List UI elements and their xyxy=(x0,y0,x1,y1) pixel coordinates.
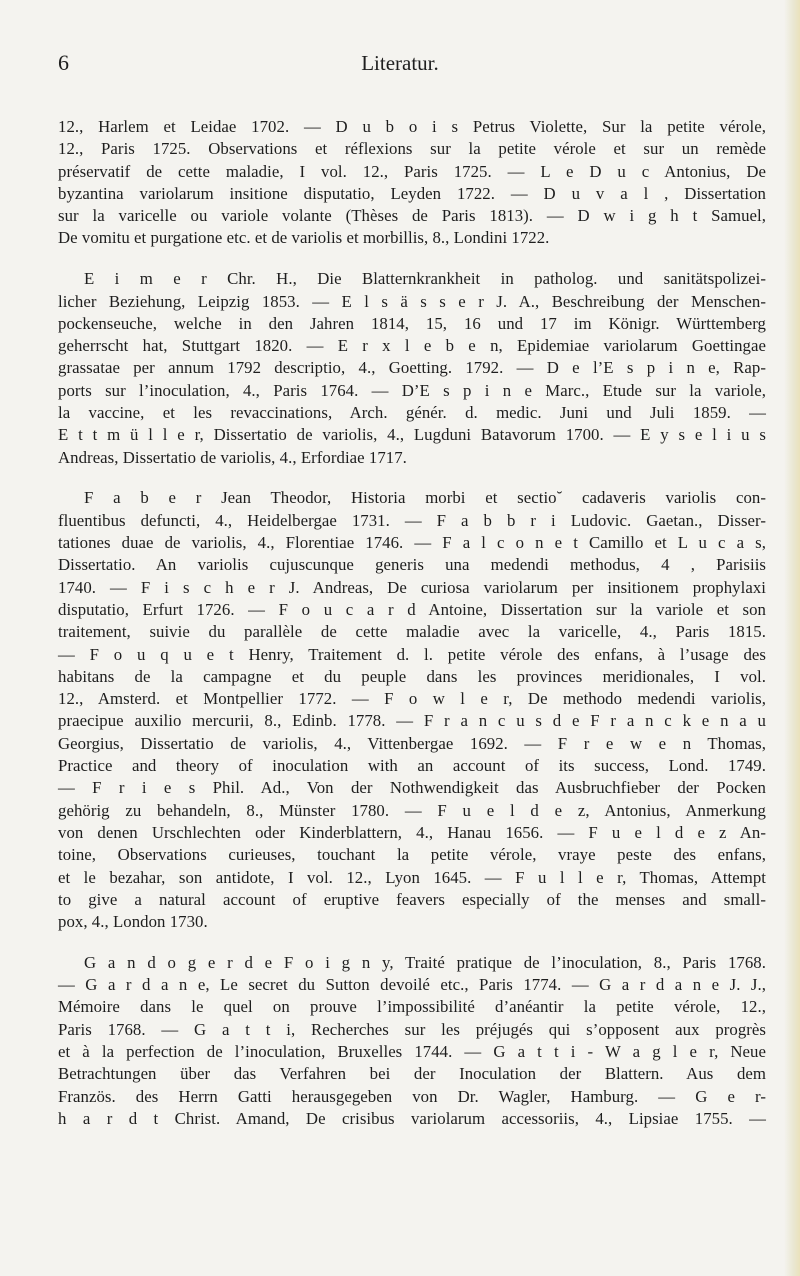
text-line: G a n d o g e r d e F o i g n y, Traité pratique de l’inoculation, 8., Paris 1768. xyxy=(84,952,766,972)
text-line: Französ. des Herrn Gatti herausgegeben von Dr. Wagler, Hamburg. — G e r- xyxy=(58,1086,766,1106)
text-line: — G a r d a n e, Le secret du Sutton devoilé etc., Paris 1774. — G a r d a n e J. J., xyxy=(58,975,766,995)
text-line: Dissertatio. An variolis cujuscunque generis una medendi methodus, 4 , Parisiis xyxy=(58,555,766,575)
text-line: pockenseuche, welche in den Jahren 1814, 15, 16 und 17 im Königr. Württemberg xyxy=(58,313,766,333)
text-line: von denen Urschlechten oder Kinderblattern, 4., Hanau 1656. — F u e l d e z An- xyxy=(58,822,766,842)
text-line: byzantina variolarum insitione disputatio, Leyden 1722. — D u v a l , Dissertation xyxy=(58,183,766,203)
text-line: 1740. — F i s c h e r J. Andreas, De curiosa variolarum per insitionem prophylaxi xyxy=(58,577,766,597)
bibliography-paragraph-1 xyxy=(58,116,766,250)
text-line: et à la perfection de l’inoculation, Bruxelles 1744. — G a t t i - W a g l e r, Neue xyxy=(58,1042,766,1062)
bibliography-paragraph-2 xyxy=(58,268,766,469)
bibliography-paragraph-3 xyxy=(58,487,766,933)
text-line: licher Beziehung, Leipzig 1853. — E l s ä s s e r J. A., Beschreibung der Menschen- xyxy=(58,291,766,311)
text-line: Paris 1768. — G a t t i, Recherches sur les préjugés qui s’opposent aux progrès xyxy=(58,1019,766,1039)
text-line: h a r d t Christ. Amand, De crisibus variolarum accessoriis, 4., Lipsiae 1755. — xyxy=(58,1108,766,1128)
text-line: disputatio, Erfurt 1726. — F o u c a r d Antoine, Dissertation sur la variole et son xyxy=(58,599,766,619)
text-line: De vomitu et purgatione etc. et de variolis et morbillis, 8., Londini 1722. xyxy=(58,228,550,248)
text-line: traitement, suivie du parallèle de cette maladie avec la varicelle, 4., Paris 1815. xyxy=(58,622,766,642)
text-line: tationes duae de variolis, 4., Florentiae 1746. — F a l c o n e t Camillo et L u c a s, xyxy=(58,533,766,553)
text-line: geherrscht hat, Stuttgart 1820. — E r x l e b e n, Epidemiae variolarum Goettingae xyxy=(58,336,766,356)
text-line: la vaccine, et les revaccinations, Arch. génér. d. medic. Juni und Juli 1859. — xyxy=(58,403,766,423)
text-line: préservatif de cette maladie, I vol. 12., Paris 1725. — L e D u c Antonius, De xyxy=(58,161,766,181)
text-line: F a b e r Jean Theodor, Historia morbi et sectio˘ cadaveris variolis con- xyxy=(84,488,766,508)
bibliography-body xyxy=(58,116,766,1149)
text-line: sur la varicelle ou variole volante (Thèses de Paris 1813). — D w i g h t Samuel, xyxy=(58,206,766,226)
text-line: Andreas, Dissertatio de variolis, 4., Erfordiae 1717. xyxy=(58,447,407,467)
text-line: 12., Paris 1725. Observations et réflexions sur la petite vérole et sur un remède xyxy=(58,139,766,159)
text-line: E i m e r Chr. H., Die Blatternkrankheit in patholog. und sanitätspolizei- xyxy=(84,269,766,289)
text-line: grassatae per annum 1792 descriptio, 4., Goetting. 1792. — D e l’E s p i n e, Rap- xyxy=(58,358,766,378)
text-line: to give a natural account of eruptive feavers especially of the menses and small- xyxy=(58,889,766,909)
text-line: ports sur l’inoculation, 4., Paris 1764. — D’E s p i n e Marc., Etude sur la variole, xyxy=(58,380,766,400)
text-line: E t t m ü l l e r, Dissertatio de variolis, 4., Lugduni Batavorum 1700. — E y s e l i u s xyxy=(58,425,766,445)
text-line: et le bezahar, son antidote, I vol. 12., Lyon 1645. — F u l l e r, Thomas, Attempt xyxy=(58,867,766,887)
text-line: Mémoire dans le quel on prouve l’impossibilité d’anéantir la petite vérole, 12., xyxy=(58,997,766,1017)
text-line: 12., Amsterd. et Montpellier 1772. — F o w l e r, De methodo medendi variolis, xyxy=(58,689,766,709)
text-line: 12., Harlem et Leidae 1702. — D u b o i s Petrus Violette, Sur la petite vérole, xyxy=(58,117,766,136)
text-line: fluentibus defuncti, 4., Heidelbergae 1731. — F a b b r i Ludovic. Gaetan., Disser- xyxy=(58,510,766,530)
text-line: toine, Observations curieuses, touchant la petite vérole, vraye peste des enfans, xyxy=(58,845,766,865)
text-line: gehörig zu behandeln, 8., Münster 1780. — F u e l d e z, Antonius, Anmerkung xyxy=(58,800,766,820)
text-line: Practice and theory of inoculation with an account of its success, Lond. 1749. xyxy=(58,756,766,776)
running-title: Literatur. xyxy=(361,51,439,75)
page-number: 6 xyxy=(58,50,69,75)
text-line: habitans de la campagne et du peuple dans les provinces meridionales, I vol. xyxy=(58,666,766,686)
page-edge-stain xyxy=(784,0,800,1276)
text-line: praecipue auxilio mercurii, 8., Edinb. 1778. — F r a n c u s d e F r a n c k e n a u xyxy=(58,711,766,731)
text-line: — F r i e s Phil. Ad., Von der Nothwendigkeit das Ausbruchfieber der Pocken xyxy=(58,778,766,798)
text-line: — F o u q u e t Henry, Traitement d. l. petite vérole des enfans, à l’usage des xyxy=(58,644,766,664)
bibliography-paragraph-4 xyxy=(58,952,766,1130)
text-line: Betrachtungen über das Verfahren bei der Inoculation der Blattern. Aus dem xyxy=(58,1064,766,1084)
text-line: pox, 4., London 1730. xyxy=(58,912,208,932)
text-line: Georgius, Dissertatio de variolis, 4., Vittenbergae 1692. — F r e w e n Thomas, xyxy=(58,733,766,753)
